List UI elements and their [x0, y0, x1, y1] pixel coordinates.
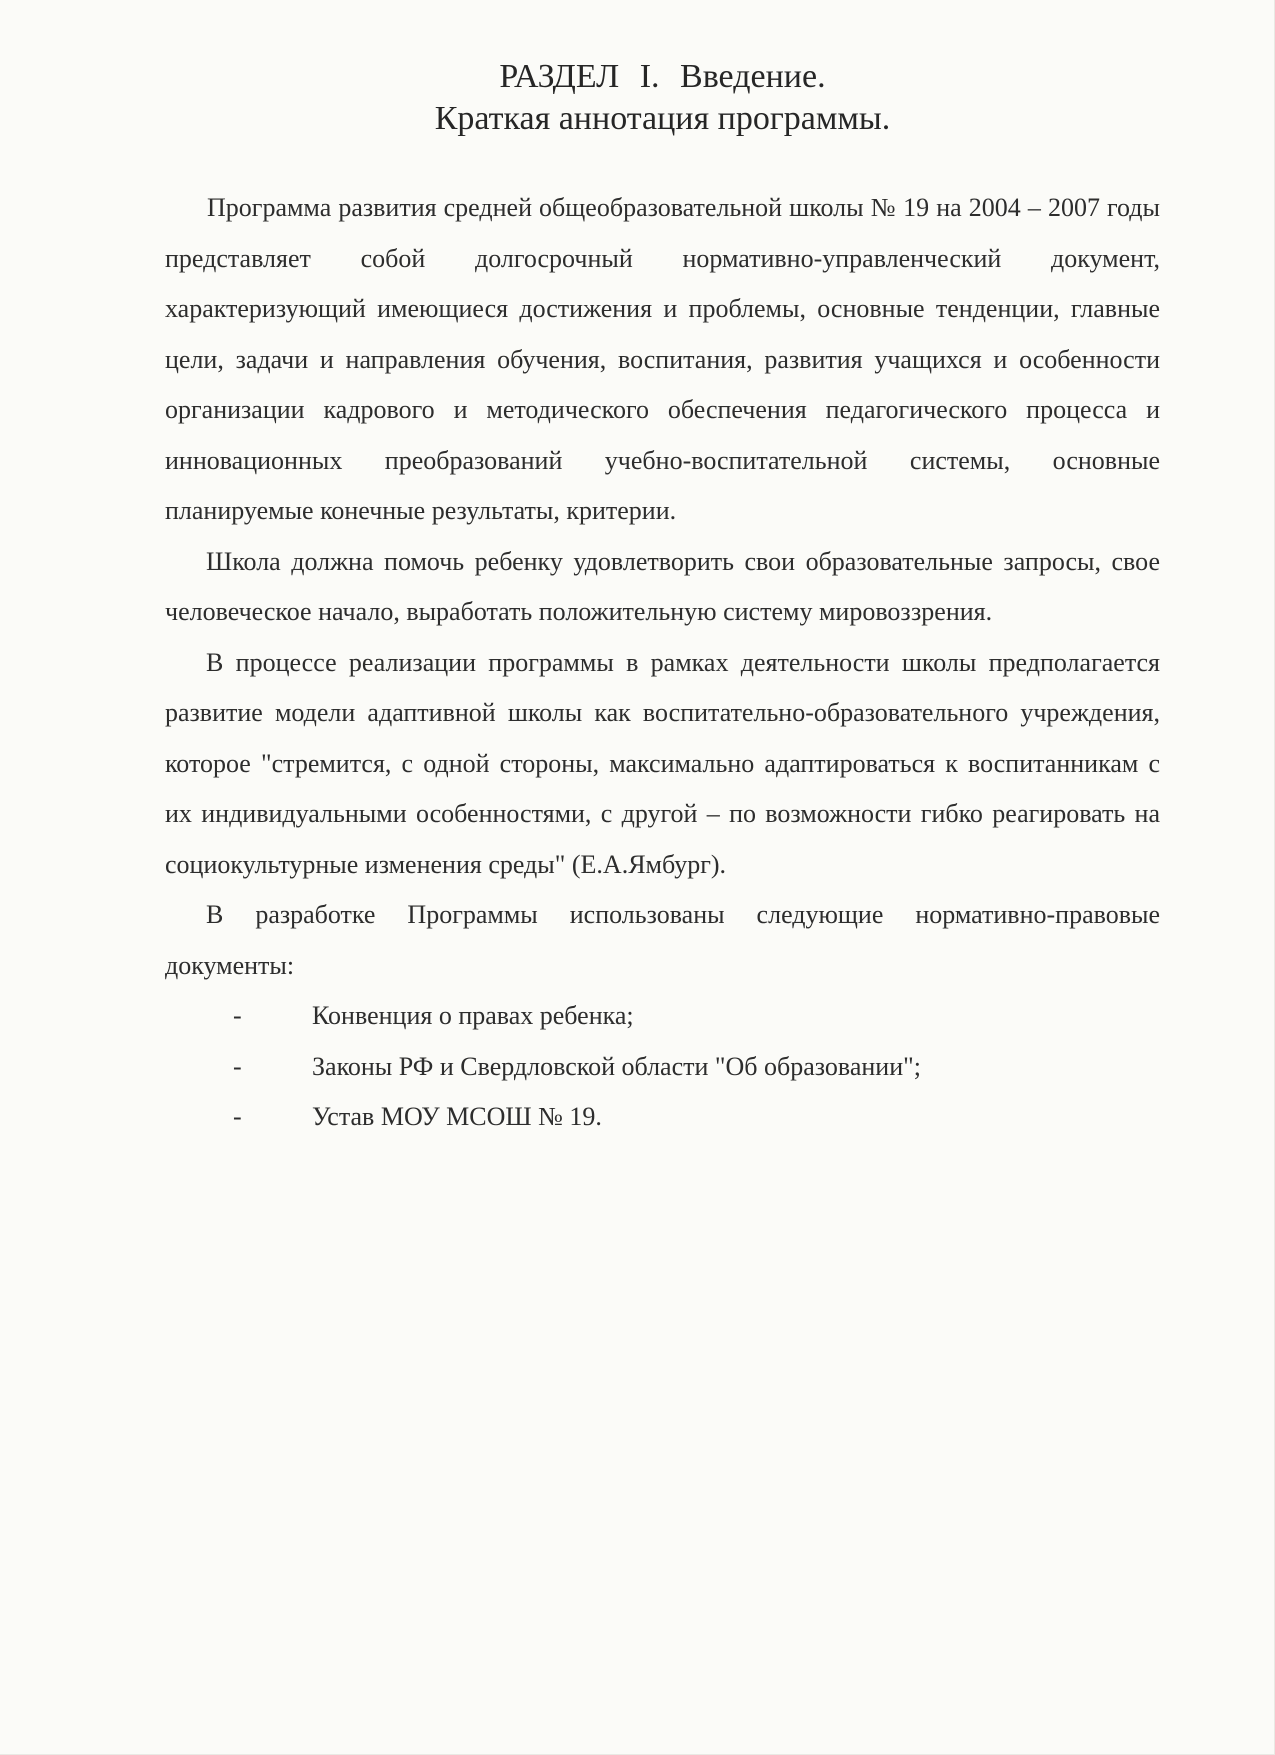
paragraph-school-goal: Школа должна помочь ребенку удовлетворить свои образовательные запросы, свое человеческое начало, выработать положительную систему мировоззрения. [165, 546, 1160, 626]
normative-documents-list [165, 991, 1160, 1143]
list-item-marker: - [233, 1051, 242, 1081]
section-subtitle: Краткая аннотация программы. [434, 100, 891, 137]
list-item-text: Устав МОУ МСОШ № 19. [312, 1102, 602, 1131]
paragraph-normative-documents: В разработке Программы использованы следующие нормативно-правовые документы: [165, 900, 1160, 980]
section-title: РАЗДЕЛ I. Введение. [499, 58, 826, 95]
list-item-marker: - [233, 1102, 242, 1131]
section-heading [165, 56, 1160, 140]
list-item [165, 1092, 1160, 1143]
list-item-text: Конвенция о правах ребенка; [312, 1001, 634, 1030]
document-content [165, 56, 1160, 1143]
paragraph-adaptive-school: В процессе реализации программы в рамках деятельности школы предполагается развитие модели адаптивной школы как воспитательно-образовательного учреждения, которое "стремится, с одной стороны, максимально адаптироваться к воспитанникам с их индивидуальными особенностями, с другой – по возможности гибко реагировать на социокультурные изменения среды" (Е.А.Ямбург). [165, 647, 1160, 879]
list-item [165, 1042, 1160, 1093]
document-body [165, 183, 1160, 1143]
list-item-marker: - [233, 1001, 242, 1030]
list-item-text: Законы РФ и Свердловской области "Об образовании"; [312, 1051, 921, 1081]
paragraph-program-description: Программа развития средней общеобразовательной школы № 19 на 2004 – 2007 годы представляет собой долгосрочный нормативно-управленческий документ, характеризующий имеющиеся достижения и проблемы, основные тенденции, главные цели, задачи и направления обучения, воспитания, развития учащихся и особенности организации кадрового и методического обеспечения педагогического процесса и инновационных преобразований учебно-воспитательной системы, основные планируемые конечные результаты, критерии. [165, 193, 1160, 525]
list-item [165, 991, 1160, 1042]
